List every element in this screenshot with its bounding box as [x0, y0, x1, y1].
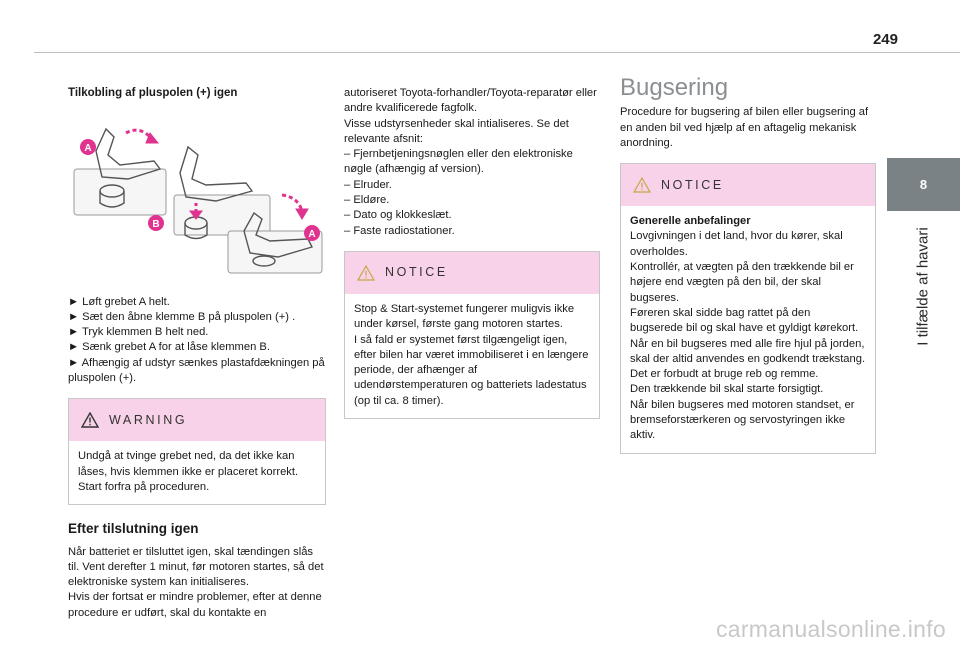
notice-title: NOTICE: [385, 265, 448, 280]
top-rule: [34, 52, 960, 53]
notice-icon: [633, 177, 651, 193]
notice-paragraph: Lovgivningen i det land, hvor du kører, skal overholdes.: [630, 230, 843, 258]
section-title-towing: Bugsering: [620, 74, 729, 101]
warning-box: [68, 398, 326, 505]
steps-list: [68, 295, 326, 387]
section-text: Når batteriet er tilsluttet igen, skal tændingen slås til. Vent derefter 1 minut, før motoren startes, så det elektroniske system kan initialiseres.: [68, 545, 324, 589]
column-3: [620, 74, 876, 454]
column-1: [68, 86, 326, 621]
list-item: – Elruder.: [344, 178, 392, 191]
svg-text:A: A: [84, 143, 92, 155]
notice-text-2: I så fald er systemet først tilgængeligt igen, efter bilen har været immobiliseret i en længere periode, der afhænger af udendørstemperaturen og batteriets ladestatus (op til ca. 8 timer).: [354, 333, 589, 407]
notice-paragraph: Når bilen bugseres med motoren standset, er bremseforstærkeren og servostyringen ikke aktiv.: [630, 398, 855, 442]
chapter-tab[interactable]: 8: [887, 158, 960, 211]
figure-marker-a2: [304, 225, 320, 241]
section-title-after-reconnect: Efter tilslutning igen: [68, 521, 199, 537]
step-item: ► Tryk klemmen B helt ned.: [68, 326, 209, 339]
page-number: 249: [872, 31, 898, 48]
battery-terminal-figure: [68, 111, 326, 279]
init-items-list: [344, 147, 600, 239]
svg-text:A: A: [308, 229, 316, 241]
notice-header: [345, 252, 599, 294]
warning-title: WARNING: [109, 412, 188, 427]
notice-box-stop-start: [344, 251, 600, 419]
svg-text:B: B: [152, 219, 160, 231]
step-item: ► Afhængig af udstyr sænkes plastafdækningen på pluspolen (+).: [68, 356, 325, 385]
notice-title: NOTICE: [661, 177, 724, 192]
notice-heading: Generelle anbefalinger: [630, 215, 751, 228]
warning-text: Undgå at tvinge grebet ned, da det ikke kan låses, hvis klemmen ikke er placeret korrekt. Start forfra på proceduren.: [78, 450, 299, 493]
list-item: – Faste radiostationer.: [344, 224, 455, 237]
step-item: ► Løft grebet A helt.: [68, 295, 170, 308]
warning-header: [69, 399, 325, 441]
figure-marker-a1: [80, 139, 96, 155]
step-item: ► Sæt den åbne klemme B på pluspolen (+) .: [68, 310, 296, 323]
notice-paragraph: Kontrollér, at vægten på den trækkende bil er højere end vægten på den bil, der skal bugseres.: [630, 261, 854, 304]
list-item: – Fjernbetjeningsnøglen eller den elektroniske nøgle (afhængig af version).: [344, 148, 573, 176]
notice-box-towing: [620, 163, 876, 453]
chapter-title-text: I tilfælde af havari: [915, 226, 933, 346]
warning-icon: [81, 412, 99, 428]
notice-paragraph: Føreren skal sidde bag rattet på den bugserede bil og skal have et gyldigt kørekort.: [630, 306, 859, 335]
notice-icon: [357, 265, 375, 281]
watermark: carmanualsonline.info: [715, 616, 946, 642]
col2-text-2: Visse udstyrsenheder skal intialiseres. Se det relevante afsnit:: [344, 117, 569, 145]
column-2: [344, 86, 600, 419]
notice-text-1: Stop & Start-systemet fungerer muligvis ikke under kørsel, første gang motoren startes.: [354, 302, 575, 331]
notice-paragraph: Den trækkende bil skal starte forsigtigt.: [630, 383, 824, 396]
list-item: – Dato og klokkeslæt.: [344, 209, 452, 222]
figure-marker-b: [148, 215, 164, 231]
notice-header: [621, 164, 875, 206]
list-item: – Eldøre.: [344, 194, 390, 207]
chapter-title: [887, 211, 960, 361]
notice-paragraph: Når en bil bugseres med alle fire hjul på jorden, skal der altid anvendes en godkendt trækstang. Det er forbudt at bruge reb og remme.: [630, 337, 866, 381]
col2-text-1: autoriseret Toyota-forhandler/Toyota-reparatør eller andre kvalificerede fagfolk.: [344, 87, 597, 115]
towing-intro: Procedure for bugsering af bilen eller bugsering af en anden bil ved hjælp af en aftagelig mekanisk anordning.: [620, 106, 869, 149]
step-item: ► Sænk grebet A for at låse klemmen B.: [68, 341, 270, 354]
section-text-2: Hvis der fortsat er mindre problemer, efter at denne procedure er udført, skal du kontakte en: [68, 591, 322, 619]
subhead-reconnect: Tilkobling af pluspolen (+) igen: [68, 87, 238, 99]
